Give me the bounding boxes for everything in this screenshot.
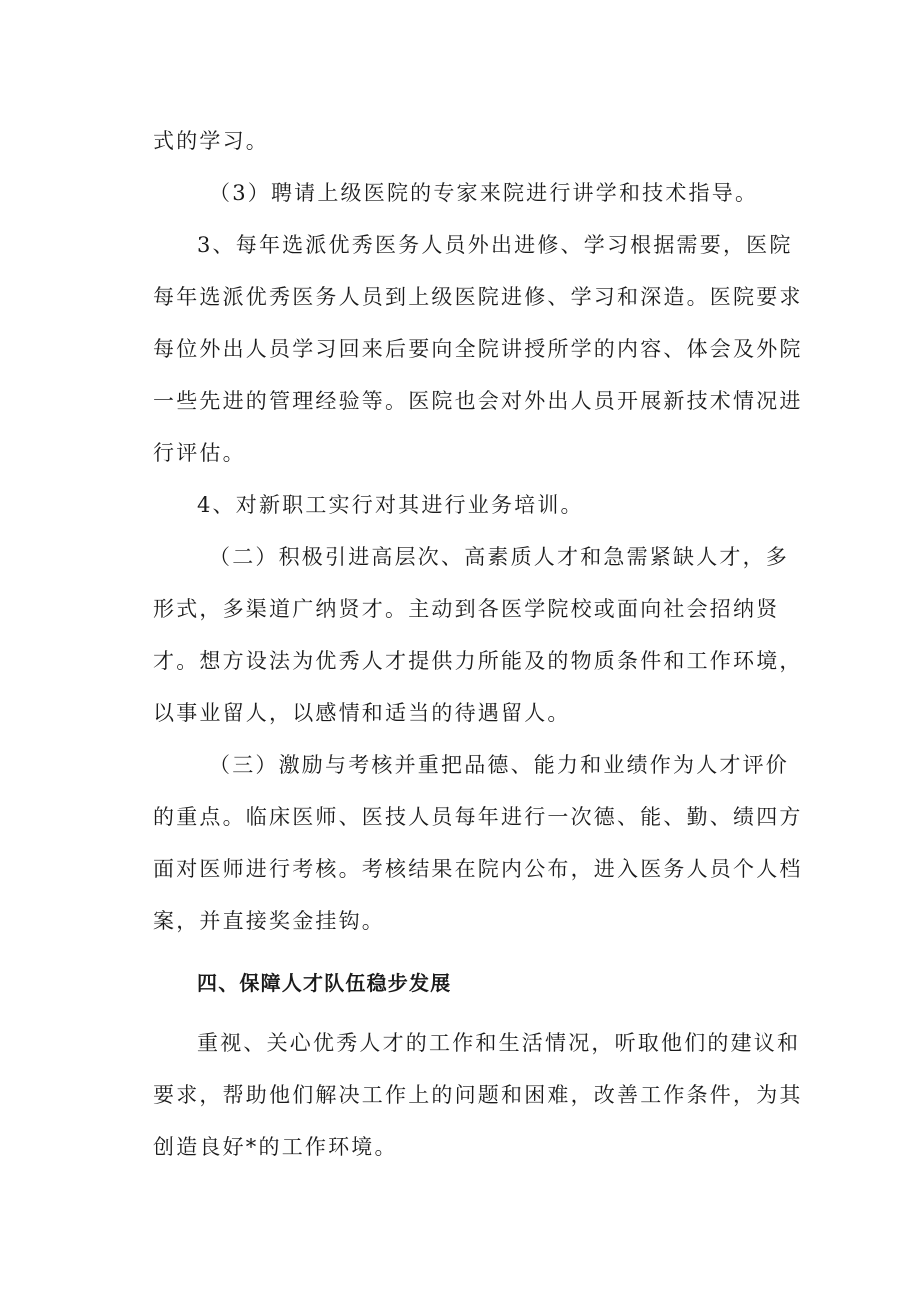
paragraph-line: 面对医师进行考核。考核结果在院内公布，进入医务人员个人档 [153, 857, 803, 881]
paragraph-line: 4、对新职工实行对其进行业务培训。 [197, 493, 584, 517]
paragraph-line: 要求，帮助他们解决工作上的问题和困难，改善工作条件，为其 [153, 1083, 803, 1107]
paragraph-line: 一些先进的管理经验等。医院也会对外出人员开展新技术情况进 [153, 389, 803, 413]
paragraph-line: （3）聘请上级医院的专家来院进行讲学和技术指导。 [209, 181, 759, 205]
section-heading: 四、保障人才队伍稳步发展 [197, 971, 452, 995]
paragraph-line: （三）激励与考核并重把品德、能力和业绩作为人才评价 [209, 753, 789, 777]
paragraph-line: 才。想方设法为优秀人才提供力所能及的物质条件和工作环境， [153, 649, 803, 673]
paragraph-line: 行评估。 [153, 441, 246, 465]
paragraph-line: 的重点。临床医师、医技人员每年进行一次德、能、勤、绩四方 [153, 805, 803, 829]
document-page [153, 115, 803, 1173]
paragraph-line: 每位外出人员学习回来后要向全院讲授所学的内容、体会及外院 [153, 337, 803, 361]
paragraph-line: 重视、关心优秀人才的工作和生活情况，听取他们的建议和 [197, 1031, 801, 1055]
paragraph-line: （二）积极引进高层次、高素质人才和急需紧缺人才，多 [209, 545, 789, 569]
paragraph-line: 每年选派优秀医务人员到上级医院进修、学习和深造。医院要求 [153, 285, 803, 309]
paragraph-line: 案，并直接奖金挂钩。 [153, 909, 385, 933]
paragraph-line: 以事业留人，以感情和适当的待遇留人。 [153, 701, 571, 725]
paragraph-line: 创造良好*的工作环境。 [153, 1135, 398, 1159]
paragraph-line: 3、每年选派优秀医务人员外出进修、学习根据需要，医院 [197, 233, 793, 257]
paragraph-line: 式的学习。 [153, 129, 269, 153]
paragraph-line: 形式，多渠道广纳贤才。主动到各医学院校或面向社会招纳贤 [153, 597, 780, 621]
